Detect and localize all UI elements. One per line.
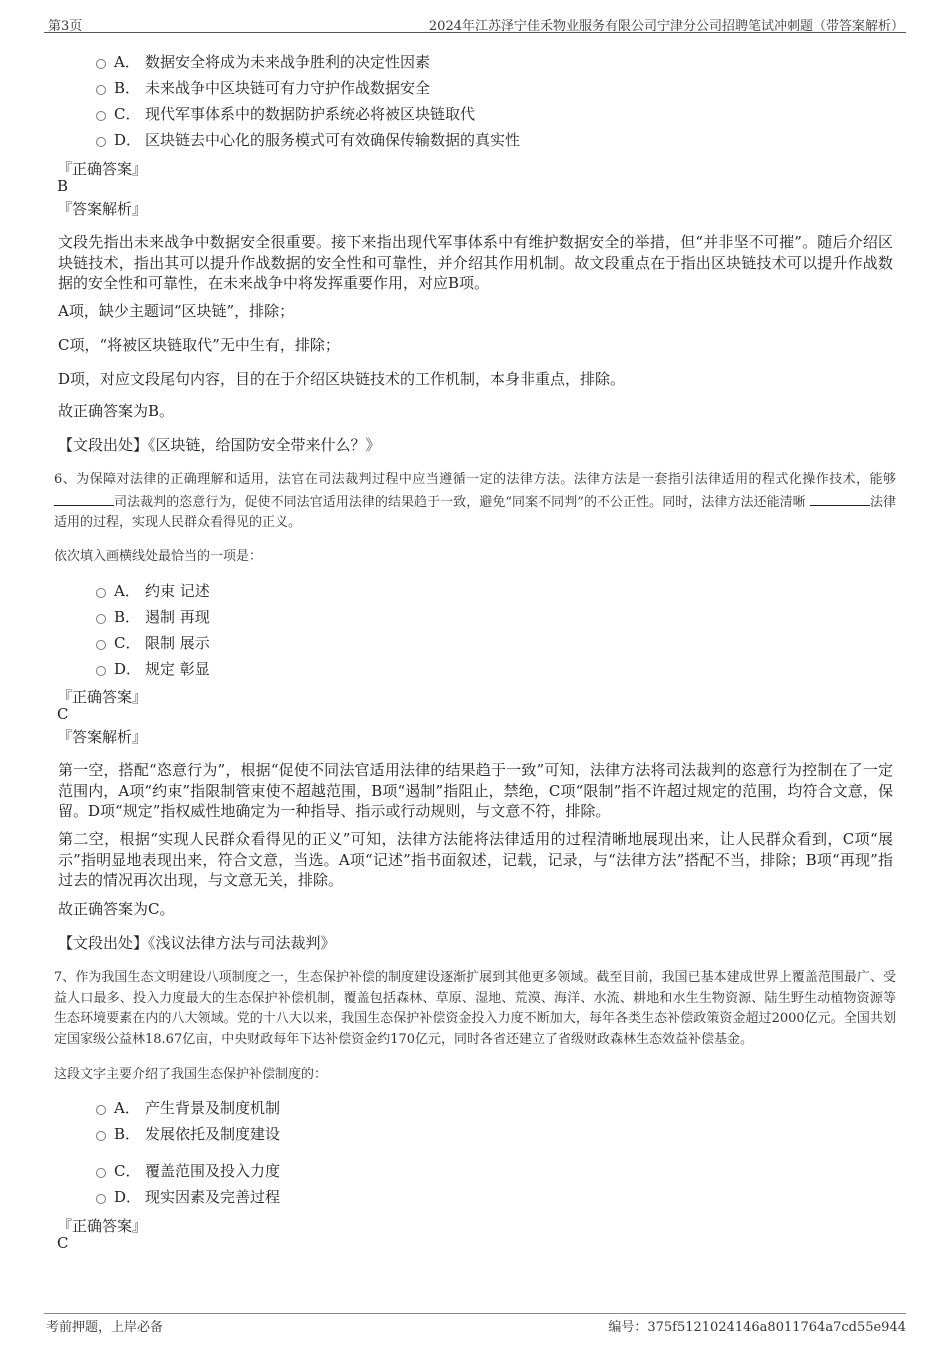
q6-analysis-label: 『答案解析』 bbox=[57, 728, 148, 746]
q6-conclusion: 故正确答案为C。 bbox=[58, 900, 175, 918]
q5-analysis-paragraph: C项，“将被区块链取代”无中生有，排除； bbox=[58, 336, 340, 354]
radio-icon[interactable] bbox=[96, 59, 106, 69]
q6-option-a[interactable]: A． 约束 记述 bbox=[96, 579, 210, 601]
radio-icon[interactable] bbox=[96, 666, 106, 676]
q5-analysis-paragraph: 文段先指出未来战争中数据安全很重要。接下来指出现代军事体系中有维护数据安全的举措，但“并非坚不可摧”。随后介绍区块链技术，指出其可以提升作战数据的安全性和可靠性，并介绍其作用机制。故文段重点在于指出区块链技术可以提升作战数据的安全性和可靠性，在未来战争中将发挥重要作用，对应B项。 bbox=[58, 233, 893, 292]
q6-prompt: 依次填入画横线处最恰当的一项是： bbox=[54, 549, 263, 564]
q6-stem: 6、为保障对法律的正确理解和适用，法官在司法裁判过程中应当遵循一定的法律方法。法律方法是一套指引法律适用的程式化操作技术，能够司法裁判的恣意行为，促使不同法官适用法律的结果趋于一致，避免“同案不同判”的不公正性。同时，法律方法还能清晰 法律适用的过程，实现人民群众看得见的正义。 bbox=[54, 472, 896, 530]
q5-option-d[interactable]: D． 区块链去中心化的服务模式可有效确保传输数据的真实性 bbox=[96, 128, 520, 150]
document-id: 编号：375f5121024146a8011764a7cd55e944 bbox=[608, 1320, 906, 1335]
q6-analysis-paragraph: 第二空，根据“实现人民群众看得见的正义”可知，法律方法能将法律适用的过程清晰地展现出来，让人民群众看到，C项“展示”指明显地表现出来，符合文意，当选。A项“记述”指书面叙述，记载，记录，与“法律方法”搭配不当，排除；B项“再现”指过去的情况再次出现，与文意无关，排除。 bbox=[58, 830, 893, 889]
q5-option-c[interactable]: C． 现代军事体系中的数据防护系统必将被区块链取代 bbox=[96, 102, 475, 124]
q5-conclusion: 故正确答案为B。 bbox=[58, 402, 175, 420]
q5-analysis-label: 『答案解析』 bbox=[57, 200, 148, 218]
q5-option-b[interactable]: B． 未来战争中区块链可有力守护作战数据安全 bbox=[96, 76, 430, 98]
q7-prompt: 这段文字主要介绍了我国生态保护补偿制度的： bbox=[54, 1067, 328, 1082]
q6-option-c[interactable]: C． 限制 展示 bbox=[96, 631, 210, 653]
q6-source: 【文段出处】《浅议法律方法与司法裁判》 bbox=[58, 934, 336, 952]
q6-analysis-paragraph: 第一空，搭配“恣意行为”，根据“促使不同法官适用法律的结果趋于一致”可知，法律方法将司法裁判的恣意行为控制在了一定范围内，A项“约束”指限制管束使不超越范围，B项“遏制”指阻止，禁绝，C项“限制”指不许超过规定的范围，均符合文意，保留。D项“规定”指权威性地确定为一种指导、指示或行动规则，与文意不符，排除。 bbox=[58, 761, 893, 820]
footer-slogan: 考前押题，上岸必备 bbox=[46, 1320, 164, 1335]
q6-option-d[interactable]: D． 规定 彰显 bbox=[96, 657, 210, 679]
radio-icon[interactable] bbox=[96, 111, 106, 121]
radio-icon[interactable] bbox=[96, 1105, 106, 1115]
page-number: 第3页 bbox=[48, 19, 83, 34]
q7-answer: C bbox=[57, 1234, 69, 1252]
q7-answer-label: 『正确答案』 bbox=[57, 1217, 148, 1235]
q5-analysis-paragraph: D项，对应文段尾句内容，目的在于介绍区块链技术的工作机制，本身非重点，排除。 bbox=[58, 370, 626, 388]
page-footer bbox=[44, 1313, 906, 1335]
q5-source: 【文段出处】《区块链，给国防安全带来什么？》 bbox=[58, 436, 381, 454]
radio-icon[interactable] bbox=[96, 85, 106, 95]
q7-option-b[interactable]: B． 发展依托及制度建设 bbox=[96, 1122, 280, 1144]
q5-option-a[interactable]: A． 数据安全将成为未来战争胜利的决定性因素 bbox=[96, 50, 430, 72]
radio-icon[interactable] bbox=[96, 1131, 106, 1141]
q7-option-d[interactable]: D． 现实因素及完善过程 bbox=[96, 1185, 280, 1207]
radio-icon[interactable] bbox=[96, 640, 106, 650]
q5-answer: B bbox=[57, 177, 69, 195]
fill-blank bbox=[810, 491, 870, 506]
q6-answer-label: 『正确答案』 bbox=[57, 688, 148, 706]
q7-option-a[interactable]: A． 产生背景及制度机制 bbox=[96, 1096, 280, 1118]
fill-blank bbox=[54, 491, 114, 506]
q7-option-c[interactable]: C． 覆盖范围及投入力度 bbox=[96, 1159, 280, 1181]
q6-answer: C bbox=[57, 705, 69, 723]
radio-icon[interactable] bbox=[96, 588, 106, 598]
radio-icon[interactable] bbox=[96, 614, 106, 624]
radio-icon[interactable] bbox=[96, 1194, 106, 1204]
q6-option-b[interactable]: B． 遏制 再现 bbox=[96, 605, 210, 627]
q5-answer-label: 『正确答案』 bbox=[57, 160, 148, 178]
radio-icon[interactable] bbox=[96, 137, 106, 147]
document-title: 2024年江苏泽宁佳禾物业服务有限公司宁津分公司招聘笔试冲刺题（带答案解析） bbox=[428, 19, 904, 34]
radio-icon[interactable] bbox=[96, 1168, 106, 1178]
q7-stem: 7、作为我国生态文明建设八项制度之一，生态保护补偿的制度建设逐渐扩展到其他更多领域。截至目前，我国已基本建成世界上覆盖范围最广、受益人口最多、投入力度最大的生态保护补偿机制，覆盖包括森林、草原、湿地、荒漠、海洋、水流、耕地和水生生物资源、陆生野生动植物资源等生态环境要素在内的八大领域。党的十八大以来，我国生态保护补偿资金投入力度不断加大，每年各类生态补偿政策资金超过2000亿元。全国共划定国家级公益林18.67亿亩，中央财政每年下达补偿资金约170亿元，同时各省还建立了省级财政森林生态效益补偿基金。 bbox=[54, 970, 896, 1047]
q5-analysis-paragraph: A项，缺少主题词“区块链”，排除； bbox=[58, 302, 295, 320]
page-header bbox=[44, 10, 906, 33]
